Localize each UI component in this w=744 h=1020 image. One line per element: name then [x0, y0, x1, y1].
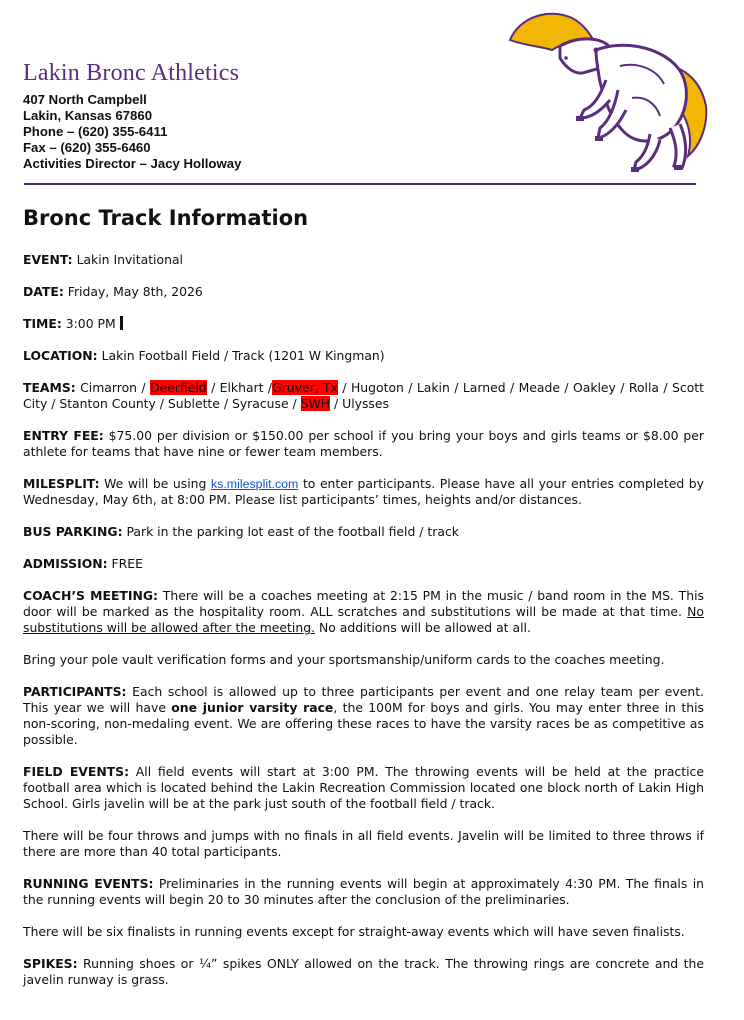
milesplit-post: to enter participants. Please have all your entries completed by Wednesday, May 6th, at 8:00 PM. Please list participants’ times, heights and/or distances.	[23, 476, 705, 507]
page-title: Bronc Track Information	[23, 206, 309, 230]
spikes-label: SPIKES:	[23, 956, 78, 971]
participants-label: PARTICIPANTS:	[23, 684, 127, 699]
address-block	[23, 92, 241, 172]
address-phone: Phone – (620) 355-6411	[23, 124, 168, 139]
teams-label: TEAMS:	[23, 380, 76, 395]
time-line	[23, 316, 704, 332]
location-value: Lakin Football Field / Track (1201 W Kingman)	[97, 348, 385, 363]
finalists-note-paragraph: There will be six finalists in running events except for straight-away events which will have seven finalists.	[23, 924, 685, 939]
spikes-paragraph	[23, 956, 704, 988]
no-substitutions-note: No substitutions will be allowed after the meeting.	[23, 604, 704, 635]
milesplit-pre: We will be using	[99, 476, 211, 491]
bus-parking-label: BUS PARKING:	[23, 524, 123, 539]
running-events-paragraph	[23, 876, 704, 908]
org-name: Lakin Bronc Athletics	[23, 60, 240, 86]
participants-paragraph	[23, 684, 704, 748]
teams-text-4: / Ulysses	[330, 396, 389, 411]
text-cursor	[120, 316, 123, 330]
milesplit-label: MILESPLIT:	[23, 476, 100, 491]
bus-parking-line	[23, 524, 704, 540]
participants-pre: Each school is allowed up to three participants per event and one relay team per event. This year we will have	[23, 684, 704, 715]
location-line	[23, 348, 704, 364]
team-highlight-swh: SWH	[300, 396, 331, 411]
milesplit-link[interactable]: ks.milesplit.com	[210, 477, 299, 491]
entry-fee-value: $75.00 per division or $150.00 per school if you bring your boys and girls teams or $8.00 per athlete for teams that have nine or fewer team members.	[23, 428, 704, 459]
running-events-value: Preliminaries in the running events will begin at approximately 4:30 PM. The finals in the running events will begin 20 to 30 minutes after the conclusion of the preliminaries.	[23, 876, 704, 907]
address-fax: Fax – (620) 355-6460	[23, 140, 151, 155]
date-line	[23, 284, 704, 300]
teams-text-2: / Elkhart /	[206, 380, 273, 395]
field-events-paragraph	[23, 764, 704, 812]
time-label: TIME:	[23, 316, 62, 331]
admission-value: FREE	[107, 556, 143, 571]
spikes-value: Running shoes or ¼” spikes ONLY allowed on the track. The throwing rings are concrete and the javelin runway is grass.	[23, 956, 704, 987]
address-street: 407 North Campbell	[23, 92, 147, 107]
admission-label: ADMISSION:	[23, 556, 108, 571]
event-label: EVENT:	[23, 252, 73, 267]
location-label: LOCATION:	[23, 348, 98, 363]
entry-fee-paragraph	[23, 428, 704, 460]
jv-race-emphasis: one junior varsity race	[171, 700, 334, 715]
running-events-label: RUNNING EVENTS:	[23, 876, 154, 891]
event-line	[23, 252, 704, 268]
teams-text-1: Cimarron /	[75, 380, 151, 395]
admission-line	[23, 556, 704, 572]
coaches-meeting-label: COACH’S MEETING:	[23, 588, 158, 603]
milesplit-paragraph	[23, 476, 704, 508]
field-events-value: All field events will start at 3:00 PM. The throwing events will be held at the practice football area which is located behind the Lakin Recreation Commission located one block north of Lakin High School. Girls javelin will be at the park just south of the football field / track.	[23, 764, 704, 811]
entry-fee-label: ENTRY FEE:	[23, 428, 104, 443]
bus-parking-value: Park in the parking lot east of the football field / track	[122, 524, 459, 539]
date-value: Friday, May 8th, 2026	[63, 284, 203, 299]
forms-note-paragraph: Bring your pole vault verification forms and your sportsmanship/uniform cards to the coaches meeting.	[23, 652, 665, 667]
coaches-meeting-post: No additions will be allowed at all.	[315, 620, 531, 635]
event-value: Lakin Invitational	[72, 252, 183, 267]
throws-note-paragraph: There will be four throws and jumps with no finals in all field events. Javelin will be limited to three throws if there are more than 40 total participants.	[23, 828, 704, 859]
coaches-meeting-pre: There will be a coaches meeting at 2:15 PM in the music / band room in the MS. This door will be marked as the hospitality room. ALL scratches and substitutions will be made at that time.	[23, 588, 705, 619]
bronco-logo	[500, 6, 712, 174]
header-divider	[24, 183, 696, 185]
address-city: Lakin, Kansas 67860	[23, 108, 153, 123]
address-director: Activities Director – Jacy Holloway	[23, 156, 242, 171]
time-value: 3:00 PM	[61, 316, 116, 331]
document-body	[23, 252, 704, 1004]
date-label: DATE:	[23, 284, 64, 299]
field-events-label: FIELD EVENTS:	[23, 764, 130, 779]
participants-post: , the 100M for boys and girls. You may enter three in this non-scoring, non-medaling event. We are offering these races to have the varsity races be as competitive as possible.	[23, 700, 704, 747]
teams-text-3: / Hugoton / Lakin / Larned / Meade / Oakley / Rolla / Scott City / Stanton County / Sublette / Syracuse /	[23, 380, 704, 411]
teams-paragraph	[23, 380, 704, 412]
coaches-meeting-paragraph	[23, 588, 704, 636]
team-highlight-gruver: Gruver, Tx	[272, 380, 338, 395]
team-highlight-deerfield: Deerfield	[150, 380, 207, 395]
